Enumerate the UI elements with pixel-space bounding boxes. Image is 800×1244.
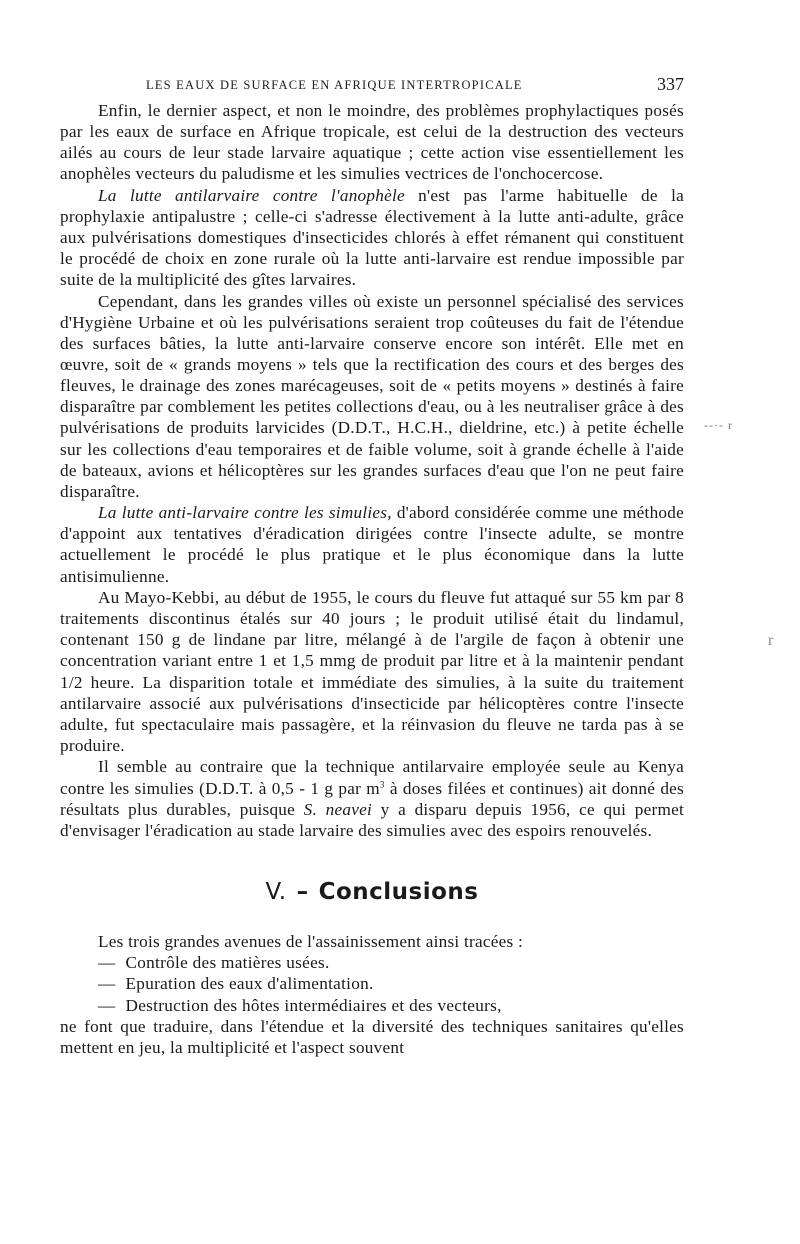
list-dash: — (98, 995, 116, 1015)
paragraph-6-text-b: à doses filées et continues) ait donné des résultats plus durables, puisque (60, 778, 684, 819)
body-text (60, 100, 684, 841)
paragraph-4-text: d'abord considérée comme une méthode d'appoint aux tentatives d'éradication dirigées contre l'insecte adulte, se montre actuellement le procédé le plus pratique et le plus économique dans la lutte antisimulienne. (60, 503, 684, 586)
list-item-text: Contrôle des matières usées. (125, 952, 330, 972)
paragraph-4-italic-lead: La lutte anti-larvaire contre les simulies, (98, 503, 392, 523)
margin-annotation: --·- r (704, 418, 733, 432)
running-head-title: LES EAUX DE SURFACE EN AFRIQUE INTERTROPICALE (146, 78, 523, 92)
species-name: S. neavei (303, 799, 372, 819)
paragraph-1: Enfin, le dernier aspect, et non le moindre, des problèmes prophylactiques posés par les eaux de surface en Afrique tropicale, est celui de la destruction des vecteurs ailés au cours de leur stade larvaire aquatique ; cette action vise essentiellement les anophèles vecteurs du paludisme et les simulies vectrices de l'onchocercose. (60, 101, 684, 184)
list-item-text: Destruction des hôtes intermédiaires et des vecteurs, (125, 995, 502, 1015)
list-item (60, 952, 684, 974)
list-item-text: Epuration des eaux d'alimentation. (125, 974, 374, 994)
section-dash: – (296, 878, 309, 905)
conclusions-text (60, 931, 684, 1059)
margin-annotation: r (768, 632, 774, 649)
list-dash: — (98, 974, 116, 994)
page (60, 72, 684, 1059)
superscript: 3 (379, 778, 385, 789)
conclusions-continuation: ne font que traduire, dans l'étendue et la diversité des techniques sanitaires qu'elles mettent en jeu, la multiplicité et l'aspect souvent (60, 1017, 684, 1058)
list-item (60, 973, 684, 995)
list-item (60, 995, 684, 1017)
paragraph-3: Cependant, dans les grandes villes où existe un personnel spécialisé des services d'Hygiène Urbaine et où les pulvérisations seraient trop coûteuses du fait de l'étendue des surfaces bâties, la lutte anti-larvaire conserve encore son intérêt. Elle met en œuvre, soit de « grands moyens » tels que la rectification des cours et des berges des fleuves, le drainage des zones marécageuses, soit de « petits moyens » destinés à faire disparaître par comblement les petites collections d'eau, ou à les neutraliser grâce à des pulvérisations de produits larvicides (D.D.T., H.C.H., dieldrine, etc.) à petite échelle sur les collections d'eau temporaires et de faible volume, soit à grande échelle à l'aide de bateaux, avions et hélicoptères sur les grandes surfaces d'eau que l'on ne peut faire disparaître. (60, 291, 684, 501)
conclusions-intro: Les trois grandes avenues de l'assainissement ainsi tracées : (98, 931, 523, 951)
list-dash: — (98, 952, 116, 972)
section-number: V. (265, 878, 287, 905)
paragraph-6 (60, 756, 684, 840)
running-head (60, 72, 684, 100)
paragraph-6-text-a: Il semble au contraire que la technique antilarvaire employée seule au Kenya contre les simulies (D.D.T. à 0,5 - 1 g par m (60, 757, 684, 798)
section-title: Conclusions (318, 878, 479, 905)
paragraph-6-text-c: y a disparu depuis 1956, ce qui permet d'envisager l'éradication au stade larvaire des simulies avec des espoirs renouvelés. (60, 799, 684, 840)
paragraph-2 (60, 185, 684, 290)
paragraph-2-text: n'est pas l'arme habituelle de la prophylaxie antipalustre ; celle-ci s'adresse électivement à la lutte anti-adulte, grâce aux pulvérisations domestiques d'insecticides chlorés à effet rémanent qui constituent le procédé de choix en zone rurale où la lutte anti-larvaire est rendue impossible par suite de la multiplicité des gîtes larvaires. (60, 185, 684, 290)
paragraph-5: Au Mayo-Kebbi, au début de 1955, le cours du fleuve fut attaqué sur 55 km par 8 traitements discontinus étalés sur 40 jours ; le produit utilisé était du lindamul, contenant 150 g de lindane par litre, mélangé à de l'argile de façon à obtenir une concentration variant entre 1 et 1,5 mmg de produit par litre et à la maintenir pendant 1/2 heure. La disparition totale et immédiate des simulies, à la suite du traitement antilarvaire associé aux pulvérisations d'insecticide par hélicoptères contre l'insecte adulte, fut spectaculaire mais passagère, et la réinvasion du fleuve ne tarda pas à se produire. (60, 588, 684, 755)
paragraph-2-italic-lead: La lutte antilarvaire contre l'anophèle (98, 185, 405, 205)
section-heading (60, 879, 684, 905)
page-number: 337 (657, 74, 684, 94)
paragraph-4 (60, 502, 684, 586)
